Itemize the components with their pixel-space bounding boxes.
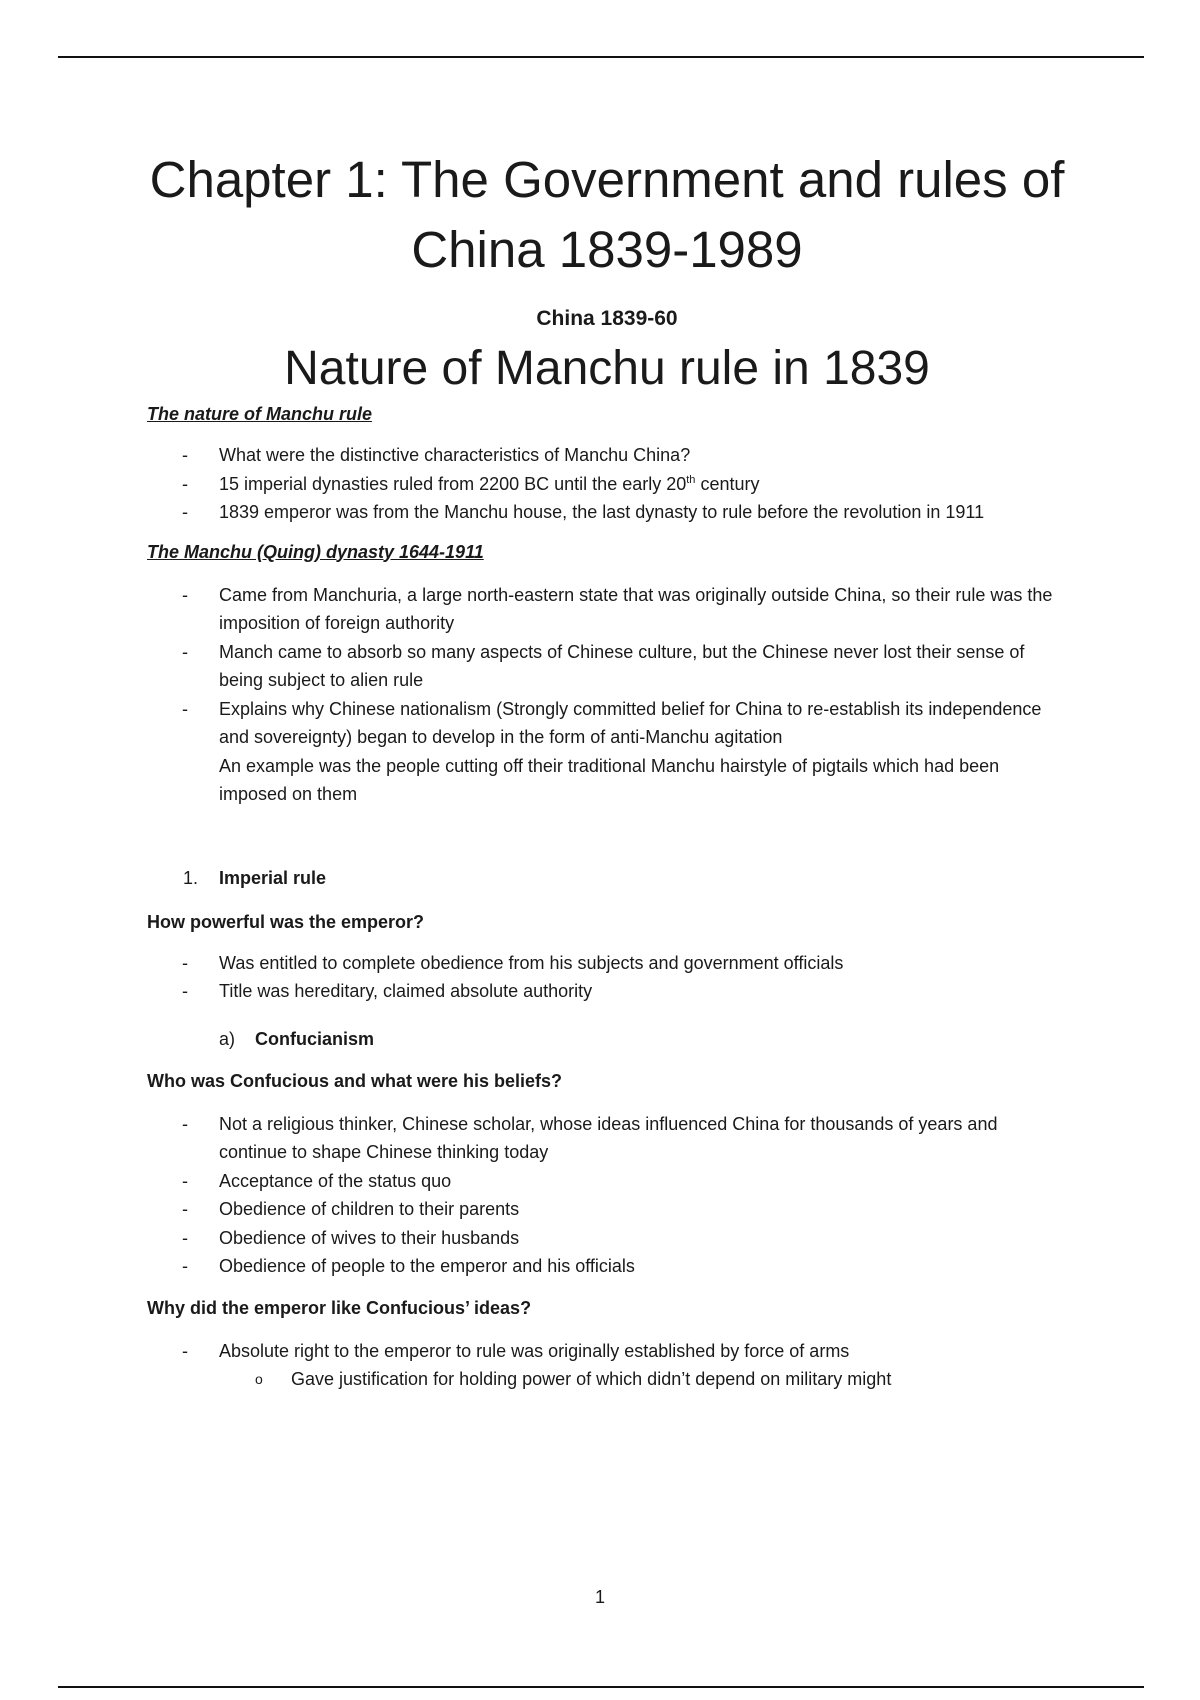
list-item: - Obedience of wives to their husbands	[182, 1227, 520, 1248]
qing-continuation: An example was the people cutting off their traditional Manchu hairstyle of pigtails which had been imposed on them	[219, 755, 1000, 804]
page-number: 1	[594, 1587, 605, 1607]
list-item: - 1839 emperor was from the Manchu house, the last dynasty to rule before the revolution in 1911	[182, 502, 985, 522]
list-item: - Was entitled to complete obedience from his subjects and government officials	[182, 952, 844, 973]
manchu-rule-heading: The nature of Manchu rule	[147, 404, 373, 424]
document-body	[147, 145, 1067, 1394]
title-line-1: Chapter 1: The Government and rules of	[149, 151, 1065, 208]
emperor-ideas-question: Why did the emperor like Confucious’ ideas?	[147, 1297, 532, 1318]
list-letter: a)	[219, 1028, 236, 1049]
confucianism-list	[147, 1110, 1067, 1281]
confucianism-heading: a) Confucianism	[147, 1026, 1067, 1052]
list-item: - Explains why Chinese nationalism (Strongly committed belief for China to re-establish its independence and sovereignty) began to develop in the form of anti-Manchu agitation	[182, 698, 1042, 747]
imperial-rule-heading: 1. Imperial rule	[147, 865, 1067, 891]
list-item: - 15 imperial dynasties ruled from 2200 BC until the early 20th century	[182, 473, 760, 494]
list-number: 1.	[183, 867, 199, 888]
emperor-power-question: How powerful was the emperor?	[147, 911, 425, 932]
document-title	[147, 145, 1067, 285]
list-item: - Absolute right to the emperor to rule was originally established by force of arms	[182, 1340, 850, 1361]
list-item: - Manch came to absorb so many aspects of Chinese culture, but the Chinese never lost their sense of being subject to alien rule	[182, 641, 1025, 690]
section-title: Nature of Manchu rule in 1839	[284, 342, 930, 395]
list-item: - What were the distinctive characteristics of Manchu China?	[182, 445, 691, 465]
list-item: - Not a religious thinker, Chinese scholar, whose ideas influenced China for thousands of years and continue to shape Chinese thinking today	[182, 1113, 998, 1162]
list-item: - Acceptance of the status quo	[182, 1170, 452, 1191]
footer-rule	[58, 1686, 1144, 1688]
list-item: - Title was hereditary, claimed absolute authority	[182, 981, 593, 1001]
title-line-2: China 1839-1989	[411, 221, 803, 278]
superscript-th: th	[686, 473, 696, 486]
circle-bullet-icon: o	[255, 1371, 263, 1387]
qing-dynasty-heading: The Manchu (Quing) dynasty 1644-1911	[147, 541, 484, 562]
qing-dynasty-list	[147, 581, 1067, 752]
imperial-rule-list	[147, 949, 1067, 1006]
header-rule	[58, 56, 1144, 58]
list-item: - Obedience of children to their parents	[182, 1199, 520, 1219]
sub-list-item: o Gave justification for holding power of which didn’t depend on military might	[147, 1365, 1067, 1394]
emperor-ideas-list	[147, 1337, 1067, 1366]
list-item: - Came from Manchuria, a large north-eastern state that was originally outside China, so their rule was the imposition of foreign authority	[182, 584, 1053, 633]
list-item: - Obedience of people to the emperor and his officials	[182, 1256, 635, 1276]
confucius-question: Who was Confucious and what were his beliefs?	[147, 1070, 563, 1091]
manchu-rule-list	[147, 441, 1067, 527]
period-heading: China 1839-60	[536, 307, 678, 330]
emperor-ideas-sublist	[147, 1365, 1067, 1394]
